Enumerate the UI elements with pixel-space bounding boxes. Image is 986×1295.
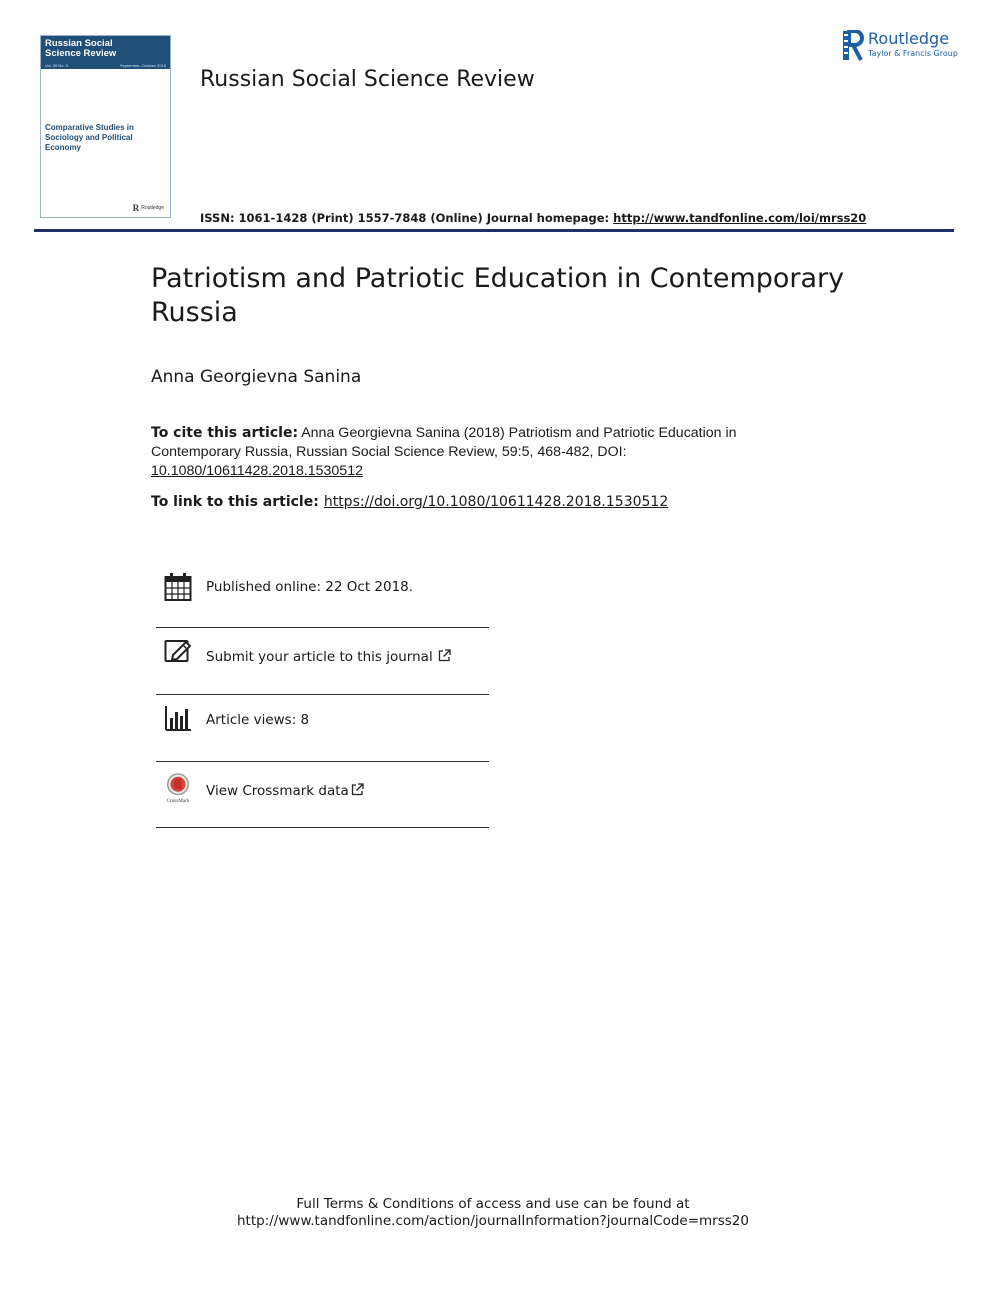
footer [0,1196,986,1230]
issn-text: ISSN: 1061-1428 (Print) 1557-7848 (Online) Journal homepage: [200,211,614,225]
crossmark-row[interactable] [156,762,488,828]
article-views-row [156,695,488,761]
cover-title-line2: Science Review [45,48,117,59]
cover-title-line1: Russian Social [45,38,113,49]
cover-title-band [41,36,170,69]
citation-text: Anna Georgievna Sanina (2018) Patriotism and Patriotic Education in Contemporary Russia, Russian Social Science Review, 59:5, 468-482, DOI: [151,425,737,460]
journal-homepage-link[interactable]: http://www.tandfonline.com/loi/mrss20 [613,211,867,225]
edit-icon [164,637,192,667]
bar-chart-icon [164,704,192,734]
header-rule [34,229,954,232]
article-link-line [151,492,668,512]
footer-terms-text: Full Terms & Conditions of access and use can be found at [296,1196,690,1212]
routledge-name: Routledge [868,29,950,48]
citation-block [151,424,771,481]
crossmark-icon [164,773,192,803]
submit-article-label: Submit your article to this journal [206,649,433,665]
cover-routledge-icon: R [132,203,140,213]
cover-title [45,39,116,59]
journal-cover [40,35,171,218]
cover-date: September–October 2018 [119,63,166,68]
issn-line [200,210,866,226]
cover-subtitle: Comparative Studies in Sociology and Political Economy [45,123,134,152]
submit-article-link[interactable] [206,648,451,666]
citation-doi-link[interactable]: 10.1080/10611428.2018.1530512 [151,463,363,479]
routledge-group: Taylor & Francis Group [868,49,958,58]
footer-terms-link[interactable]: http://www.tandfonline.com/action/journalInformation?journalCode=mrss20 [237,1213,749,1229]
crossmark-badge-text: CrossMark [166,798,190,803]
article-author: Anna Georgievna Sanina [151,367,362,387]
published-online-text: Published online: 22 Oct 2018. [206,579,414,595]
article-doi-link[interactable]: https://doi.org/10.1080/10611428.2018.1530512 [323,494,669,510]
divider [156,827,489,828]
citation-label: To cite this article: [151,425,299,441]
external-link-icon [438,649,451,662]
external-link-icon [351,783,364,796]
routledge-r-icon [842,30,864,61]
article-title: Patriotism and Patriotic Education in Contemporary Russia [151,263,845,328]
cover-publisher-name: Routledge [141,205,164,211]
routledge-logo [842,30,957,62]
submit-article-row[interactable] [156,628,488,694]
cover-publisher [133,204,164,213]
journal-title: Russian Social Science Review [200,67,535,92]
cover-volume: Vol. 59 No. 5 [45,63,68,68]
calendar-icon [164,572,192,602]
published-online-row [156,562,488,628]
crossmark-label: View Crossmark data [206,783,349,799]
article-link-label: To link to this article: [151,494,319,510]
article-views-text: Article views: 8 [206,712,310,728]
crossmark-link[interactable] [206,782,364,800]
